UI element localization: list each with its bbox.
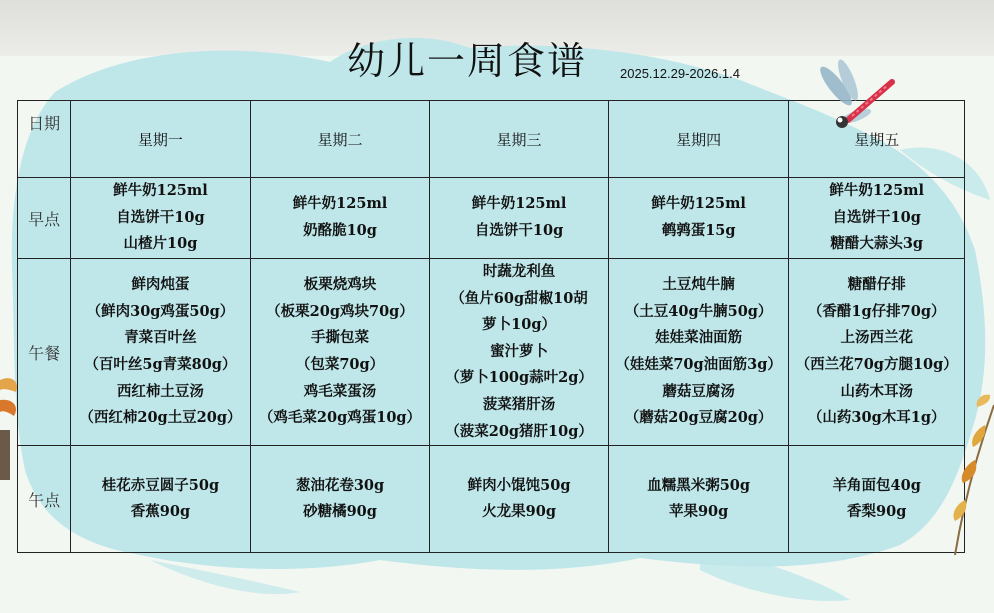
menu-item-line: （西兰花70g方腿10g） (795, 356, 958, 374)
day-header-thursday: 星期四 (608, 101, 789, 178)
date-range: 2025.12.29-2026.1.4 (620, 66, 740, 81)
menu-item-line: 桂花赤豆圆子50g (101, 476, 220, 494)
menu-item-line: 奶酪脆10g (303, 222, 377, 239)
menu-item-line: 苹果90g (668, 503, 729, 521)
menu-cell (608, 178, 789, 259)
menu-item-line: 菠菜猪肝汤 (482, 395, 556, 413)
menu-cell (608, 259, 789, 446)
menu-item-line: 鲜牛奶125ml (113, 182, 208, 200)
menu-item-line: 自选饼干10g (474, 222, 564, 239)
menu-item-line: 鹌鹑蛋15g (661, 222, 736, 239)
weekly-menu-table (17, 100, 965, 553)
menu-item-line: 糖醋仔排 (847, 276, 906, 294)
menu-item-line: （鸡毛菜20g鸡蛋10g） (258, 409, 422, 427)
date-header-cell: 日期 (18, 101, 71, 178)
menu-item-line: 萝卜10g） (482, 316, 556, 334)
menu-cell (430, 446, 609, 553)
day-header-friday: 星期五 (789, 101, 965, 178)
menu-item-line: 鲜肉炖蛋 (131, 276, 190, 294)
breakfast-row (18, 178, 965, 259)
menu-cell (789, 446, 965, 553)
row-label-lunch: 午餐 (18, 259, 71, 446)
menu-item-line: 鲜牛奶125ml (829, 182, 925, 200)
menu-cell (250, 178, 430, 259)
menu-item-line: 血糯黑米粥50g (647, 476, 751, 494)
menu-cell (71, 259, 251, 446)
menu-item-line: （土豆40g牛腩50g） (624, 302, 773, 320)
menu-cell (430, 259, 609, 446)
menu-item-line: （鱼片60g甜椒10胡 (450, 289, 588, 307)
menu-item-line: 上汤西兰花 (840, 329, 913, 347)
menu-item-line: 鸡毛菜蛋汤 (303, 382, 377, 400)
menu-cell (789, 178, 965, 259)
menu-item-line: 香蕉90g (130, 503, 191, 521)
lunch-row (18, 259, 965, 446)
menu-cell (250, 446, 430, 553)
menu-item-line: 鲜牛奶125ml (651, 195, 746, 213)
branch-decoration-icon (945, 385, 994, 555)
menu-item-line: 鲜牛奶125ml (292, 195, 388, 213)
menu-item-line: 鲜牛奶125ml (471, 195, 567, 213)
menu-item-line: 羊角面包40g (832, 476, 921, 494)
menu-item-line: （百叶丝5g青菜80g） (84, 356, 237, 374)
menu-cell (608, 446, 789, 553)
menu-item-line: 香梨90g (847, 503, 907, 521)
menu-item-line: 板栗烧鸡块 (303, 276, 377, 294)
menu-cell (789, 259, 965, 446)
menu-item-line: 时蔬龙利鱼 (482, 263, 556, 280)
menu-item-line: 山楂片10g (123, 235, 198, 253)
menu-item-line: （西红柿20g土豆20g） (79, 409, 242, 427)
menu-item-line: （娃娃菜70g油面筋3g） (615, 356, 782, 374)
menu-item-line: 火龙果90g (482, 503, 556, 521)
menu-item-line: （蘑菇20g豆腐20g） (624, 409, 773, 427)
menu-cell (71, 446, 251, 553)
dragonfly-icon (812, 54, 902, 144)
leaf-decoration-icon (0, 370, 22, 490)
menu-item-line: 青菜百叶丝 (124, 329, 197, 347)
menu-item-line: 自选饼干10g (832, 208, 921, 226)
menu-item-line: 蜜汁萝卜 (490, 342, 549, 360)
menu-item-line: （菠菜20g猪肝10g） (445, 422, 593, 440)
menu-item-line: （板栗20g鸡块70g） (266, 302, 414, 320)
menu-item-line: （萝卜100g蒜叶2g） (445, 369, 593, 387)
menu-item-line: 山药木耳汤 (840, 382, 913, 400)
menu-item-line: 自选饼干10g (116, 208, 205, 226)
menu-item-line: 手撕包菜 (311, 329, 369, 347)
menu-item-line: 蘑菇豆腐汤 (662, 382, 735, 400)
menu-item-line: 鲜肉小馄饨50g (467, 476, 571, 494)
menu-item-line: （山药30g木耳1g） (807, 409, 946, 427)
menu-item-line: （香醋1g仔排70g） (807, 302, 946, 320)
day-header-wednesday: 星期三 (430, 101, 609, 178)
menu-item-line: 西红柿土豆汤 (116, 382, 204, 400)
page-title: 幼儿一周食谱 (347, 39, 588, 83)
menu-item-line: 葱油花卷30g (295, 476, 385, 494)
day-header-monday: 星期一 (71, 101, 251, 178)
menu-item-line: 砂糖橘90g (303, 503, 377, 521)
menu-cell (250, 259, 430, 446)
row-label-snack: 午点 (18, 446, 71, 553)
day-header-tuesday: 星期二 (250, 101, 430, 178)
menu-item-line: 土豆炖牛腩 (662, 276, 735, 294)
menu-cell (71, 178, 251, 259)
menu-item-line: 糖醋大蒜头3g (830, 235, 924, 253)
snack-row (18, 446, 965, 553)
menu-cell (430, 178, 609, 259)
menu-item-line: 娃娃菜油面筋 (655, 329, 743, 347)
menu-item-line: （鲜肉30g鸡蛋50g） (86, 302, 235, 320)
menu-item-line: （包菜70g） (295, 356, 385, 374)
row-label-breakfast: 早点 (18, 178, 71, 259)
